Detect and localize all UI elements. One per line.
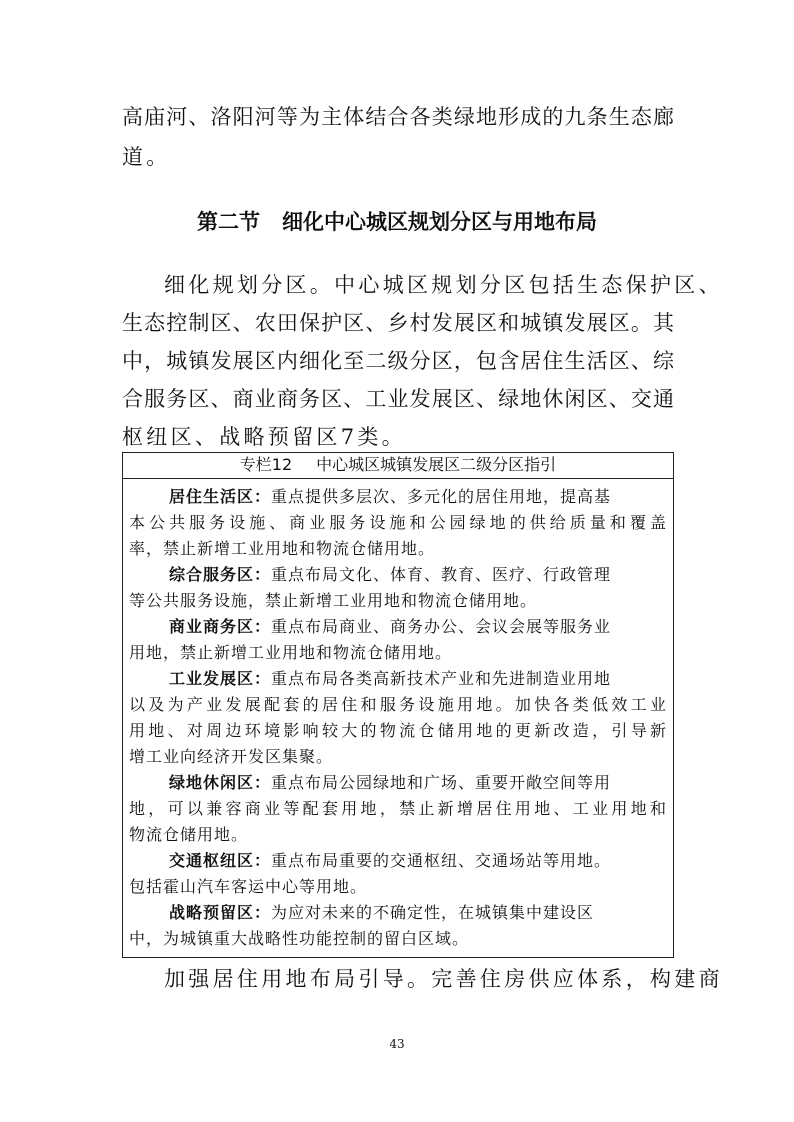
page-number: 43 (389, 1037, 405, 1051)
special-column-box (122, 452, 674, 958)
zone-transport-name: 交通枢纽区： (169, 851, 272, 870)
paragraph1-line-4: 合服务区、商业商务区、工业发展区、绿地休闲区、交通 (122, 387, 674, 411)
section-number: 第二节 (197, 210, 260, 234)
box-title: 中心城区城镇发展区二级分区指引 (316, 455, 557, 474)
paragraph1-line-1: 细化规划分区。中心城区规划分区包括生态保护区、 (164, 273, 723, 297)
zone-strategic-text: 为应对未来的不确定性，在城镇集中建设区 (271, 903, 595, 922)
paragraph1-line-2: 生态控制区、农田保护区、乡村发展区和城镇发展区。其 (122, 311, 674, 335)
zone-residential-line-2: 本公共服务设施、商业服务设施和公园绿地的供给质量和覆盖 (129, 513, 667, 532)
zone-commercial-name: 商业商务区： (169, 617, 272, 636)
section-heading (0, 208, 794, 236)
paragraph1-line-5: 枢纽区、战略预留区7类。 (122, 425, 406, 449)
zone-green-line-3: 物流仓储用地。 (129, 825, 249, 844)
zone-industrial-line-1 (169, 669, 667, 689)
zone-green-name: 绿地休闲区： (169, 773, 272, 792)
paragraph2-line-1: 加强居住用地布局引导。完善住房供应体系，构建商 (164, 967, 723, 991)
zone-commercial-line-2: 用地，禁止新增工业用地和物流仓储用地。 (129, 643, 453, 662)
zone-strategic-name: 战略预留区： (169, 903, 272, 922)
zone-green-line-2: 地，可以兼容商业等配套用地，禁止新增居住用地、工业用地和 (129, 799, 667, 818)
zone-comprehensive-text: 重点布局文化、体育、教育、医疗、行政管理 (271, 565, 612, 584)
zone-green-line-1 (169, 773, 667, 793)
zone-comprehensive-name: 综合服务区： (169, 565, 272, 584)
zone-industrial-line-2: 以及为产业发展配套的居住和服务设施用地。加快各类低效工业 (129, 695, 667, 714)
intro-line-2: 道。 (122, 145, 171, 169)
intro-line-1: 高庙河、洛阳河等为主体结合各类绿地形成的九条生态廊 (122, 105, 674, 129)
zone-commercial-text: 重点布局商业、商务办公、会议会展等服务业 (271, 617, 612, 636)
zone-residential-text: 重点提供多层次、多元化的居住用地，提高基 (271, 487, 612, 506)
zone-green-text: 重点布局公园绿地和广场、重要开敞空间等用 (271, 773, 612, 792)
zone-strategic-line-1 (169, 903, 667, 923)
paragraph1-line-3: 中，城镇发展区内细化至二级分区，包含居住生活区、综 (122, 349, 674, 373)
zone-comprehensive-line-1 (169, 565, 667, 585)
zone-residential-name: 居住生活区： (169, 487, 272, 506)
zone-industrial-line-3: 用地、对周边环境影响较大的物流仓储用地的更新改造，引导新 (129, 721, 667, 740)
zone-industrial-name: 工业发展区： (169, 669, 272, 688)
box-label: 专栏12 (239, 455, 293, 474)
zone-commercial-line-1 (169, 617, 667, 637)
zone-transport-text: 重点布局重要的交通枢纽、交通场站等用地。 (271, 851, 612, 870)
zone-industrial-line-4: 增工业向经济开发区集聚。 (129, 747, 334, 766)
zone-transport-line-2: 包括霍山汽车客运中心等用地。 (129, 877, 368, 896)
zone-residential-line-1 (169, 487, 667, 507)
zone-industrial-text: 重点布局各类高新技术产业和先进制造业用地 (271, 669, 612, 688)
box-header (123, 453, 673, 479)
zone-strategic-line-2: 中，为城镇重大战略性功能控制的留白区域。 (129, 929, 470, 948)
zone-comprehensive-line-2: 等公共服务设施，禁止新增工业用地和物流仓储用地。 (129, 591, 538, 610)
zone-residential-line-3: 率，禁止新增工业用地和物流仓储用地。 (129, 539, 436, 558)
zone-transport-line-1 (169, 851, 667, 871)
section-title: 细化中心城区规划分区与用地布局 (282, 210, 597, 234)
